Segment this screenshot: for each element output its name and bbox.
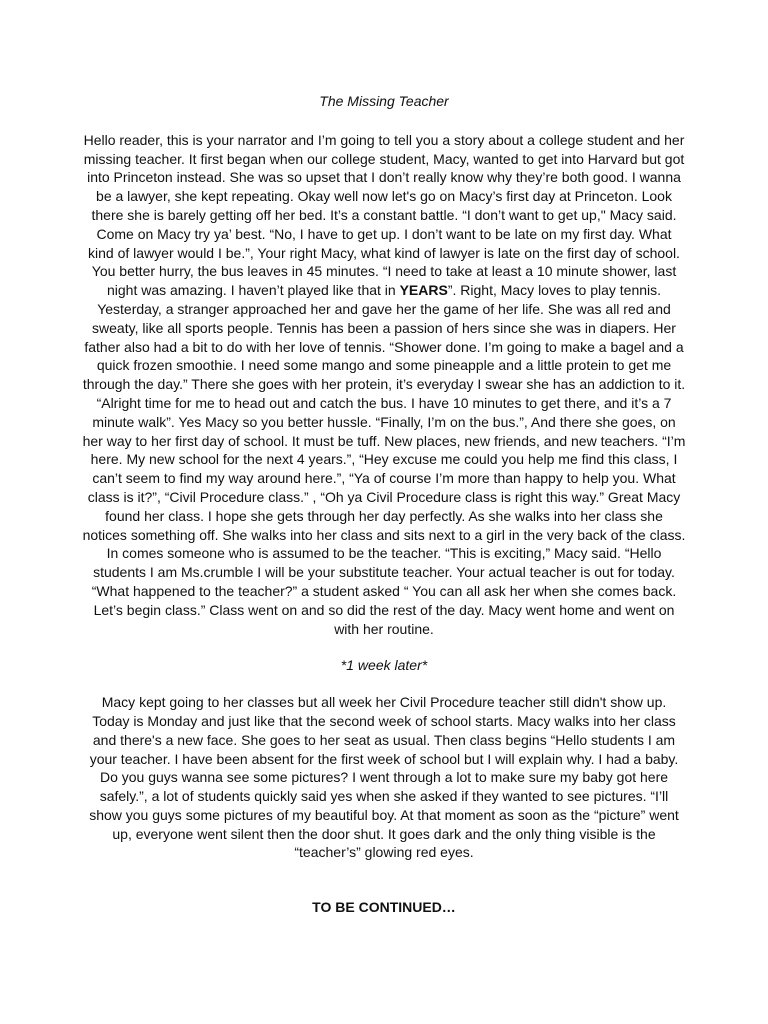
document-title: The Missing Teacher <box>319 93 449 109</box>
emphasized-word: YEARS <box>399 282 448 299</box>
time-skip-note: *1 week later* <box>340 657 428 674</box>
to-be-continued: TO BE CONTINUED… <box>312 899 456 916</box>
paragraph-1-text-end: ”. Right, Macy loves to play tennis. Yesterday, a stranger approached her and gave her the game of her life. She was all red and sweaty, like all sports people. Tennis has been a passion of hers since she was in diapers. Her father also had a bit to do with her love of tennis. “Shower done. I’m going to make a bagel and a quick frozen smoothie. I need some mango and some pineapple and a little protein to get me through the day.” There she goes with her protein, it’s everyday I swear she has an addiction to it. “Alright time for me to head out and catch the bus. I have 10 minutes to get there, and it’s a 7 minute walk”. Yes Macy so you better hussle. “Finally, I’m on the bus.”, And there she goes, on her way to her first day of school. It must be tuff. New places, new friends, and new teachers. “I’m here. My new school for the next 4 years.”, “Hey excuse me could you help me find this class, I can’t seem to find my way around here.”, “Ya of course I’m more than happy to help you. What class is it?”, “Civil Procedure class.” , “Oh ya Civil Procedure class is right this way.” Great Macy found her class. I hope she gets through her day perfectly. As she walks into her class she notices something off. She walks into her class and sits next to a girl in the very back of the class. In comes someone who is assumed to be the teacher. “This is exciting,” Macy said. “Hello students I am Ms.crumble I will be your substitute teacher. Your actual teacher is out for today. “What happened to the teacher?” a student asked “ You can all ask her when she comes back. Let’s begin class.” Class went on and so did the rest of the day. Macy went home and went on with her routine. <box>82 282 686 637</box>
story-paragraph-1 <box>82 131 686 639</box>
story-paragraph-2: Macy kept going to her classes but all week her Civil Procedure teacher still didn't show up. Today is Monday and just like that the second week of school starts. Macy walks into her class and there's a new face. She goes to her seat as usual. Then class begins “Hello students I am your teacher. I have been absent for the first week of school but I will explain why. I had a baby. Do you guys wanna see some pictures? I went through a lot to make sure my baby got here safely.”, a lot of students quickly said yes when she asked if they wanted to see pictures. “I’ll show you guys some pictures of my beautiful boy. At that moment as soon as the “picture” went up, everyone went silent then the door shut. It goes dark and the only thing visible is the “teacher’s” glowing red eyes. <box>89 694 679 861</box>
paragraph-1-text-start: Hello reader, this is your narrator and I’m going to tell you a story about a college student and her missing teacher. It first began when our college student, Macy, wanted to get into Harvard but got into Princeton instead. She was so upset that I don’t really know why they’re both good. I wanna be a lawyer, she kept repeating. Okay well now let's go on Macy’s first day at Princeton. Look there she is barely getting off her bed. It’s a constant battle. “I don’t want to get up," Macy said. Come on Macy try ya’ best. “No, I have to get up. I don’t want to be late on my first day. What kind of lawyer would I be.”, Your right Macy, what kind of lawyer is late on the first day of school. You better hurry, the bus leaves in 45 minutes. “I need to take at least a 10 minute shower, last night was amazing. I haven’t played like that in <box>83 131 685 299</box>
